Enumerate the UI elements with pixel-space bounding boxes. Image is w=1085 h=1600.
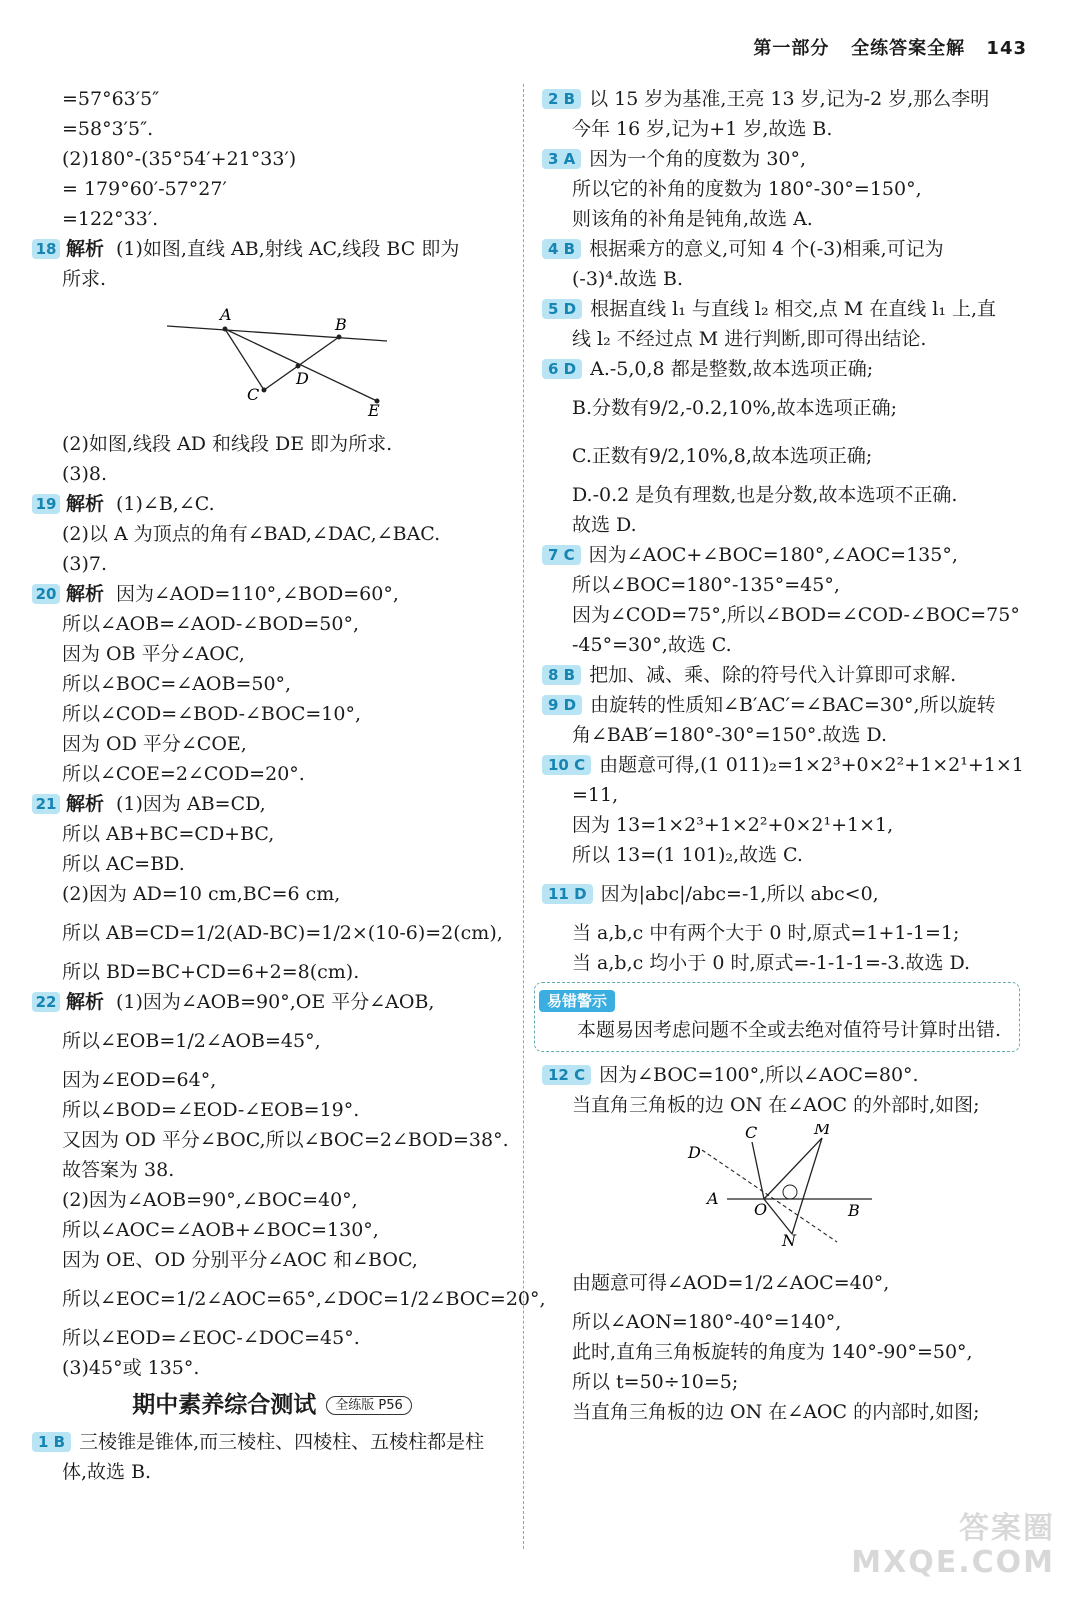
text-line: =57°63′5″ xyxy=(62,88,160,110)
text-line: D.-0.2 是负有理数,也是分数,故本选项不正确. xyxy=(572,484,958,506)
question-7 xyxy=(542,540,1032,570)
text-line: 因为 OD 平分∠COE, xyxy=(62,733,247,755)
answer-badge: 11 D xyxy=(542,884,593,904)
answer-badge: 3 A xyxy=(542,149,581,169)
section-heading: 期中素养综合测试 xyxy=(132,1392,317,1418)
text-line: -45°=30°,故选 C. xyxy=(572,634,732,656)
text-line: 所以 13=(1 101)₂,故选 C. xyxy=(572,844,803,866)
text-line: 因为 OB 平分∠AOC, xyxy=(62,643,245,665)
point-label: D xyxy=(688,1143,701,1162)
text-line: 以 15 岁为基准,王亮 13 岁,记为-2 岁,那么李明 xyxy=(589,88,990,110)
text-line: (2)以 A 为顶点的角有∠BAD,∠DAC,∠BAC. xyxy=(62,523,441,545)
text-line: C.正数有9/2,10%,8,故本选项正确; xyxy=(572,445,873,467)
text-line: 因为∠COD=75°,所以∠BOD=∠COD-∠BOC=75° xyxy=(572,604,1020,626)
page-header xyxy=(753,34,1027,60)
analysis-label: 解析 xyxy=(66,493,105,515)
text-line: 所以∠AON=180°-40°=140°, xyxy=(572,1311,842,1333)
text-line: 因为∠AOC+∠BOC=180°,∠AOC=135°, xyxy=(588,544,958,566)
analysis-label: 解析 xyxy=(66,583,105,605)
point-label: O xyxy=(754,1200,768,1219)
question-5 xyxy=(542,294,1032,324)
text-line: 今年 16 岁,记为+1 岁,故选 B. xyxy=(572,118,833,140)
warning-text: 本题易因考虑问题不全或去绝对值符号计算时出错. xyxy=(577,1019,1002,1041)
text-line: 所以∠BOD=∠EOD-∠EOB=19°. xyxy=(62,1099,360,1121)
text-line: (1)如图,直线 AB,射线 AC,线段 BC 即为 xyxy=(116,238,460,260)
text-line: 所求. xyxy=(62,268,107,290)
text-line: 线 l₂ 不经过点 M 进行判断,即可得出结论. xyxy=(572,328,927,350)
question-22 xyxy=(32,987,512,1017)
point-label: D xyxy=(296,369,309,388)
text-line: 体,故选 B. xyxy=(62,1461,152,1483)
question-10 xyxy=(542,750,1032,780)
text-line: 所以∠EOD=∠EOC-∠DOC=45°. xyxy=(62,1327,360,1349)
text-line: 因为∠BOC=100°,所以∠AOC=80°. xyxy=(599,1064,919,1086)
analysis-label: 解析 xyxy=(66,793,105,815)
question-number: 19 xyxy=(32,494,60,514)
question-9 xyxy=(542,690,1032,720)
question-number: 22 xyxy=(32,992,60,1012)
text-line: 所以 AB+BC=CD+BC, xyxy=(62,823,275,845)
page-number: 143 xyxy=(986,38,1027,59)
point-label: C xyxy=(745,1124,758,1142)
text-line: 当 a,b,c 中有两个大于 0 时,原式=1+1-1=1; xyxy=(572,922,960,944)
answer-badge: 6 D xyxy=(542,359,582,379)
text-line: 此时,直角三角板旋转的角度为 140°-90°=50°, xyxy=(572,1341,973,1363)
text-line: (3)7. xyxy=(62,553,108,575)
text-line: 又因为 OD 平分∠BOC,所以∠BOC=2∠BOD=38°. xyxy=(62,1129,509,1151)
header-title: 全练答案全解 xyxy=(851,38,966,59)
text-line: A.-5,0,8 都是整数,故本选项正确; xyxy=(590,358,874,380)
question-20 xyxy=(32,579,512,609)
text-line: (-3)⁴.故选 B. xyxy=(572,268,684,290)
text-line: (3)45°或 135°. xyxy=(62,1357,200,1379)
text-line: 因为∠EOD=64°, xyxy=(62,1069,217,1091)
text-line: 所以∠AOB=∠AOD-∠BOD=50°, xyxy=(62,613,360,635)
text-line: (1)因为∠AOB=90°,OE 平分∠AOB, xyxy=(116,991,435,1013)
question-6 xyxy=(542,354,1032,384)
question-3 xyxy=(542,144,1032,174)
text-line: 所以 AC=BD. xyxy=(62,853,185,875)
point-label: B xyxy=(848,1201,860,1220)
text-line: (2)180°-(35°54′+21°33′) xyxy=(62,148,297,170)
text-line: (1)∠B,∠C. xyxy=(116,493,215,515)
text-line: 所以∠COD=∠BOD-∠BOC=10°, xyxy=(62,703,361,725)
answer-badge: 9 D xyxy=(542,695,582,715)
text-line: 所以它的补角的度数为 180°-30°=150°, xyxy=(572,178,922,200)
question-19 xyxy=(32,489,512,519)
question-1 xyxy=(32,1427,512,1457)
text-line: 因为 13=1×2³+1×2²+0×2¹+1×1, xyxy=(572,814,894,836)
question-number: 20 xyxy=(32,584,60,604)
analysis-label: 解析 xyxy=(66,238,105,260)
text-line: 因为∠AOD=110°,∠BOD=60°, xyxy=(116,583,399,605)
point-label: E xyxy=(368,401,380,416)
left-column xyxy=(32,84,546,1487)
text-line: 所以∠BOC=180°-135°=45°, xyxy=(572,574,840,596)
question-4 xyxy=(542,234,1032,264)
text-line: 根据乘方的意义,可知 4 个(-3)相乘,可记为 xyxy=(589,238,944,260)
text-line: (1)因为 AB=CD, xyxy=(116,793,266,815)
point-label: A xyxy=(220,305,232,324)
text-line: 由题意可得,(1 011)₂=1×2³+0×2²+1×2¹+1×1 xyxy=(599,754,1024,776)
watermark-line: MXQE.COM xyxy=(851,1545,1055,1580)
text-line: (3)8. xyxy=(62,463,108,485)
text-line: 因为|abc|/abc=-1,所以 abc<0, xyxy=(600,883,879,905)
text-line: B.分数有9/2,-0.2,10%,故本选项正确; xyxy=(572,397,897,419)
point-label: N xyxy=(782,1231,796,1246)
text-line: 所以∠COE=2∠COD=20°. xyxy=(62,763,305,785)
answer-badge: 4 B xyxy=(542,239,581,259)
warning-tag: 易错警示 xyxy=(539,990,615,1012)
section-title xyxy=(32,1383,512,1427)
answer-badge: 2 B xyxy=(542,89,581,109)
watermark-line: 答案圈 xyxy=(959,1511,1055,1546)
text-line: 所以 AB=CD=1/2(AD-BC)=1/2×(10-6)=2(cm), xyxy=(62,922,503,944)
text-line: 把加、减、乘、除的符号代入计算即可求解. xyxy=(589,664,957,686)
error-warning-box xyxy=(534,982,1020,1052)
answer-badge: 10 C xyxy=(542,755,591,775)
text-line: 当直角三角板的边 ON 在∠AOC 的内部时,如图; xyxy=(572,1401,980,1423)
question-11 xyxy=(542,870,1032,918)
header-part: 第一部分 xyxy=(753,38,830,59)
analysis-label: 解析 xyxy=(66,991,105,1013)
text-line: 所以∠BOC=∠AOB=50°, xyxy=(62,673,292,695)
answer-badge: 12 C xyxy=(542,1065,591,1085)
answer-badge: 5 D xyxy=(542,299,582,319)
text-line: 由题意可得∠AOD=1/2∠AOC=40°, xyxy=(572,1272,890,1294)
text-line: 故选 D. xyxy=(572,514,637,536)
text-line: 则该角的补角是钝角,故选 A. xyxy=(572,208,813,230)
text-line: 角∠BAB′=180°-30°=150°.故选 D. xyxy=(572,724,888,746)
column-divider xyxy=(523,84,524,1549)
point-label: M xyxy=(814,1124,831,1138)
answer-badge: 7 C xyxy=(542,545,581,565)
text-line: 所以 BD=BC+CD=6+2=8(cm). xyxy=(62,961,360,983)
text-line: 根据直线 l₁ 与直线 l₂ 相交,点 M 在直线 l₁ 上,直 xyxy=(590,298,997,320)
text-line: = 179°60′-57°27′ xyxy=(62,178,227,200)
question-18 xyxy=(32,234,512,264)
answer-badge: 8 B xyxy=(542,665,581,685)
text-line: =58°3′5″. xyxy=(62,118,154,140)
geometry-figure-18 xyxy=(32,298,512,416)
text-line: =122°33′. xyxy=(62,208,159,230)
text-line: 因为一个角的度数为 30°, xyxy=(589,148,807,170)
geometry-figure-12 xyxy=(542,1124,1032,1246)
answer-badge: 1 B xyxy=(32,1432,71,1452)
text-line: 因为 OE、OD 分别平分∠AOC 和∠BOC, xyxy=(62,1249,418,1271)
question-12 xyxy=(542,1060,1032,1090)
point-label: C xyxy=(247,385,260,404)
text-line: (2)因为 AD=10 cm,BC=6 cm, xyxy=(62,883,341,905)
section-tag: 全练版 P56 xyxy=(326,1396,412,1415)
text-line: 当 a,b,c 均小于 0 时,原式=-1-1-1=-3.故选 D. xyxy=(572,952,971,974)
point-label: A xyxy=(707,1189,719,1208)
text-line: 所以∠AOC=∠AOB+∠BOC=130°, xyxy=(62,1219,379,1241)
question-number: 18 xyxy=(32,239,60,259)
point-label: B xyxy=(335,315,347,334)
text-line: 故答案为 38. xyxy=(62,1159,175,1181)
question-8 xyxy=(542,660,1032,690)
text-line: 三棱锥是锥体,而三棱柱、四棱柱、五棱柱都是柱 xyxy=(79,1431,485,1453)
text-line: 所以 t=50÷10=5; xyxy=(572,1371,739,1393)
question-2 xyxy=(542,84,1032,114)
text-line: (2)如图,线段 AD 和线段 DE 即为所求. xyxy=(62,433,393,455)
right-column xyxy=(542,84,1032,1427)
question-21 xyxy=(32,789,512,819)
question-number: 21 xyxy=(32,794,60,814)
text-line: 由旋转的性质知∠B′AC′=∠BAC=30°,所以旋转 xyxy=(590,694,996,716)
text-line: =11, xyxy=(572,784,619,806)
text-line: 所以∠EOC=1/2∠AOC=65°,∠DOC=1/2∠BOC=20°, xyxy=(62,1288,546,1310)
text-line: 所以∠EOB=1/2∠AOB=45°, xyxy=(62,1030,321,1052)
text-line: 当直角三角板的边 ON 在∠AOC 的外部时,如图; xyxy=(572,1094,980,1116)
watermark xyxy=(851,1512,1055,1580)
text-line: (2)因为∠AOB=90°,∠BOC=40°, xyxy=(62,1189,358,1211)
